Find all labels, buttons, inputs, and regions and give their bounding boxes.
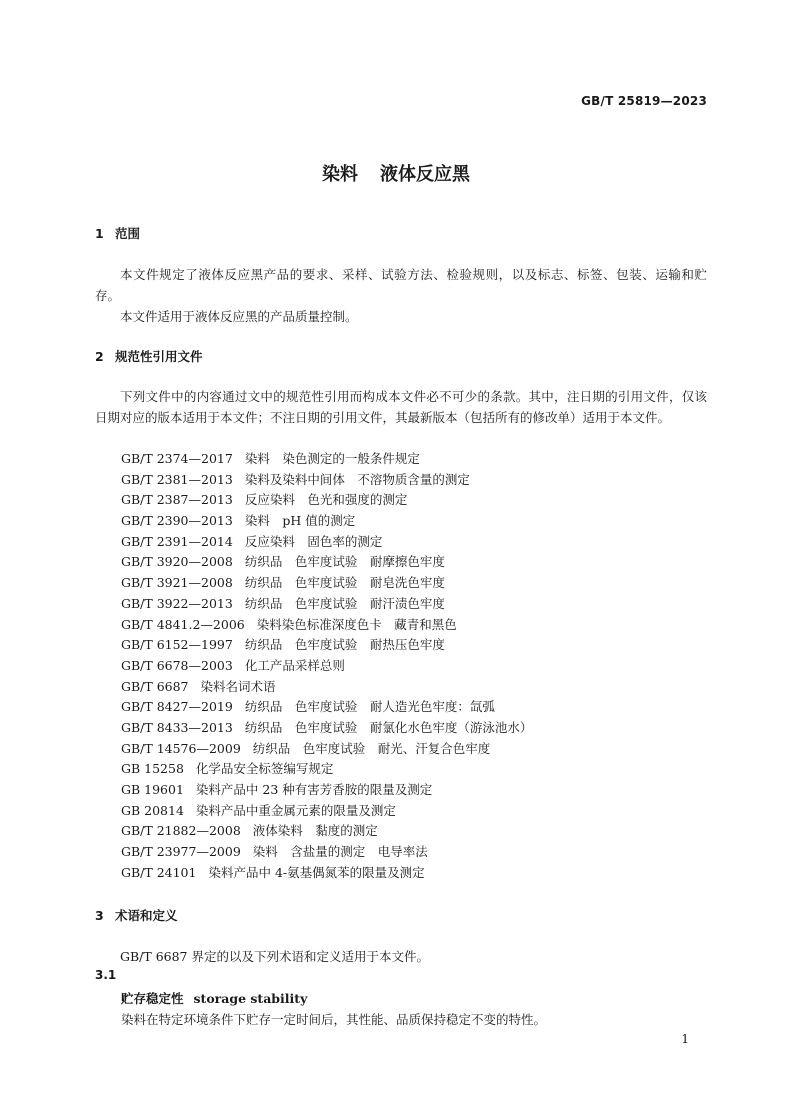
reference-title: 反应染料 固色率的测定: [244, 533, 383, 549]
section-title: 术语和定义: [115, 908, 178, 923]
section-title: 范围: [115, 226, 141, 241]
terms-intro: GB/T 6687 界定的以及下列术语和定义适用于本文件。: [120, 949, 429, 964]
title-part-2: 液体反应黑: [380, 164, 470, 185]
reference-item: [121, 490, 532, 511]
reference-title: 染料产品中重金属元素的限量及测定: [195, 802, 396, 818]
reference-title: 染料产品中 4-氨基偶氮苯的限量及测定: [208, 864, 425, 880]
reference-item: [121, 532, 532, 553]
reference-item: [121, 511, 532, 532]
reference-title: 化学品安全标签编写规定: [195, 761, 334, 777]
reference-title: 纺织品 色牢度试验 耐摩擦色牢度: [244, 554, 445, 570]
term-definition: 染料在特定环境条件下贮存一定时间后，其性能、品质保持稳定不变的特性。: [121, 1012, 547, 1027]
reference-code: GB/T 8433—2013: [121, 719, 233, 735]
title-part-1: 染料: [322, 164, 358, 185]
reference-title: 染料及染料中间体 不溶物质含量的测定: [244, 471, 470, 487]
reference-title: 染料 pH 值的测定: [244, 513, 356, 529]
reference-item: [121, 449, 532, 470]
section-number: 2: [95, 349, 104, 364]
reference-item: [121, 739, 532, 760]
reference-title: 染料产品中 23 种有害芳香胺的限量及测定: [195, 782, 433, 797]
reference-code: GB 15258: [121, 761, 184, 777]
scope-paragraph-1: 本文件规定了液体反应黑产品的要求、采样、试验方法、检验规则，以及标志、标签、包装、运输和贮存。: [95, 267, 707, 303]
reference-code: GB/T 2381—2013: [121, 471, 233, 487]
reference-code: GB/T 2387—2013: [121, 492, 233, 508]
reference-title: 化工产品采样总则: [244, 657, 345, 673]
section-number: 3: [95, 908, 104, 923]
reference-code: GB/T 6687: [121, 678, 189, 694]
reference-title: 反应染料 色光和强度的测定: [244, 492, 408, 508]
reference-title: 染料名词术语: [200, 678, 276, 694]
reference-code: GB/T 23977—2009: [121, 844, 241, 860]
term-entry: [121, 989, 307, 1007]
reference-code: GB/T 4841.2—2006: [121, 616, 245, 632]
document-title: [0, 160, 792, 186]
normative-refs-intro: 下列文件中的内容通过文中的规范性引用而构成本文件必不可少的条款。其中，注日期的引用文件，仅该日期对应的版本适用于本文件；不注日期的引用文件，其最新版本（包括所有的修改单）适用于本文件。: [95, 389, 707, 425]
reference-item: [121, 615, 532, 636]
reference-item: [121, 594, 532, 615]
reference-title: 纺织品 色牢度试验 耐皂洗色牢度: [244, 575, 445, 591]
reference-item: [121, 759, 532, 780]
reference-item: [121, 780, 532, 801]
reference-item: [121, 718, 532, 739]
reference-code: GB 20814: [121, 802, 184, 818]
reference-item: [121, 470, 532, 491]
reference-title: 染料 染色测定的一般条件规定: [244, 451, 420, 466]
section-number: 1: [95, 226, 104, 241]
reference-item: [121, 656, 532, 677]
reference-title: 纺织品 色牢度试验 耐热压色牢度: [244, 637, 445, 653]
reference-code: GB/T 2391—2014: [121, 533, 233, 549]
reference-item: [121, 863, 532, 884]
reference-title: 液体染料 黏度的测定: [252, 823, 378, 839]
reference-code: GB/T 8427—2019: [121, 699, 233, 715]
term-clause-number: 3.1: [95, 968, 117, 982]
reference-item: [121, 842, 532, 863]
standard-code: GB/T 25819—2023: [581, 94, 707, 108]
reference-code: GB/T 3922—2013: [121, 595, 233, 611]
reference-code: GB/T 14576—2009: [121, 740, 241, 756]
scope-paragraph-2: 本文件适用于液体反应黑的产品质量控制。: [120, 309, 358, 324]
reference-title: 纺织品 色牢度试验 耐人造光色牢度：氙弧: [244, 699, 495, 715]
reference-code: GB/T 3921—2008: [121, 575, 233, 591]
reference-code: GB/T 3920—2008: [121, 554, 233, 570]
reference-code: GB 19601: [121, 782, 184, 797]
section-heading-terms: [95, 906, 178, 924]
section-heading-normative-refs: [95, 347, 203, 365]
reference-title: 纺织品 色牢度试验 耐氯化水色牢度（游泳池水）: [244, 719, 533, 735]
reference-title: 染料 含盐量的测定 电导率法: [252, 844, 428, 860]
reference-item: [121, 573, 532, 594]
term-english: storage stability: [193, 991, 308, 1006]
reference-code: GB/T 6678—2003: [121, 657, 233, 673]
reference-item: [121, 801, 532, 822]
reference-item: [121, 697, 532, 718]
reference-code: GB/T 21882—2008: [121, 823, 241, 839]
reference-title: 染料染色标准深度色卡 藏青和黑色: [256, 616, 457, 632]
reference-list: [121, 449, 532, 883]
reference-item: [121, 677, 532, 698]
reference-code: GB/T 6152—1997: [121, 637, 233, 653]
reference-item: [121, 552, 532, 573]
page-number: 1: [681, 1032, 689, 1046]
reference-title: 纺织品 色牢度试验 耐光、汗复合色牢度: [252, 740, 491, 756]
reference-item: [121, 821, 532, 842]
term-chinese: 贮存稳定性: [121, 991, 184, 1006]
reference-item: [121, 635, 532, 656]
reference-title: 纺织品 色牢度试验 耐汗渍色牢度: [244, 595, 445, 611]
reference-code: GB/T 2390—2013: [121, 513, 233, 529]
section-heading-scope: [95, 224, 140, 242]
section-title: 规范性引用文件: [115, 349, 203, 364]
reference-code: GB/T 2374—2017: [121, 451, 233, 466]
reference-code: GB/T 24101: [121, 864, 197, 880]
